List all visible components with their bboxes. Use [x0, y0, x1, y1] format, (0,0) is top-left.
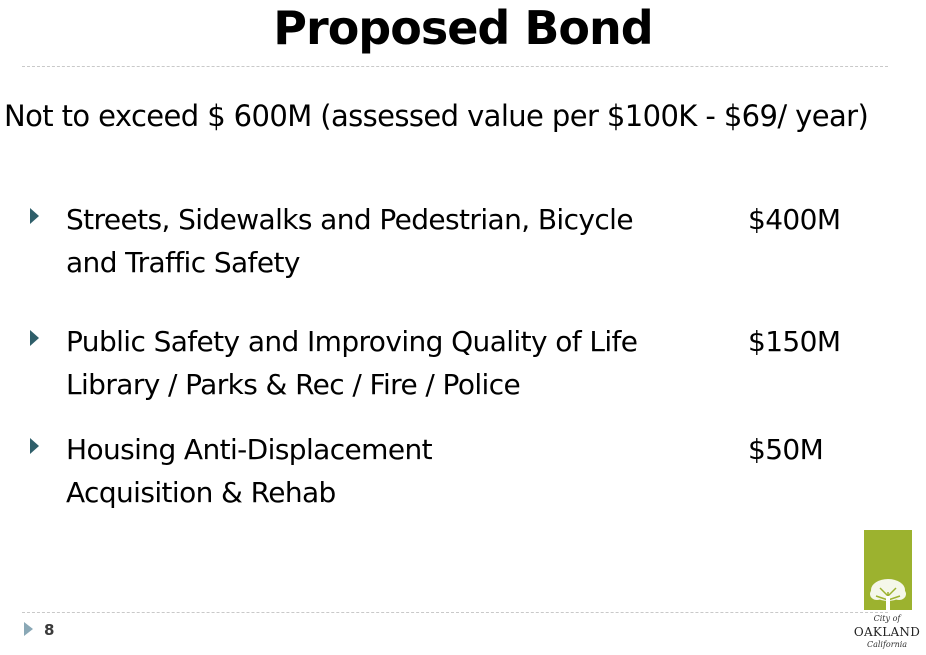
bullet-amount: $150M	[748, 325, 841, 358]
logo-name: OAKLAND	[853, 625, 921, 639]
bullet-text	[66, 428, 726, 514]
slide-subtitle: Not to exceed $ 600M (assessed value per $100K - $69/ year)	[4, 99, 869, 133]
title-divider	[22, 66, 888, 67]
page-number: 8	[44, 621, 55, 639]
bullet-arrow-icon	[30, 438, 39, 454]
bullet-line: and Traffic Safety	[66, 246, 300, 279]
bullet-line: Housing Anti-Displacement	[66, 433, 432, 466]
logo-city-of: City of	[873, 614, 901, 623]
logo-square	[864, 530, 912, 610]
slide-title: Proposed Bond	[273, 1, 653, 55]
bullet-text	[66, 320, 726, 406]
footer-divider	[22, 612, 888, 613]
bullet-amount: $50M	[748, 433, 824, 466]
logo-state: California	[866, 640, 908, 649]
oak-tree-icon	[864, 530, 912, 610]
bullet-line: Acquisition & Rehab	[66, 476, 336, 509]
bullet-amount: $400M	[748, 203, 841, 236]
bullet-item-housing	[0, 428, 926, 518]
bullet-arrow-icon	[30, 208, 39, 224]
city-of-oakland-logo	[850, 530, 924, 652]
bullet-line: Streets, Sidewalks and Pedestrian, Bicycle	[66, 203, 633, 236]
bullet-line: Library / Parks & Rec / Fire / Police	[66, 368, 521, 401]
bullet-item-public-safety	[0, 320, 926, 410]
bullet-arrow-icon	[30, 330, 39, 346]
bullet-line: Public Safety and Improving Quality of Life	[66, 325, 638, 358]
bullet-item-streets	[0, 198, 926, 288]
bullet-text	[66, 198, 726, 284]
page-arrow-icon	[24, 622, 33, 636]
